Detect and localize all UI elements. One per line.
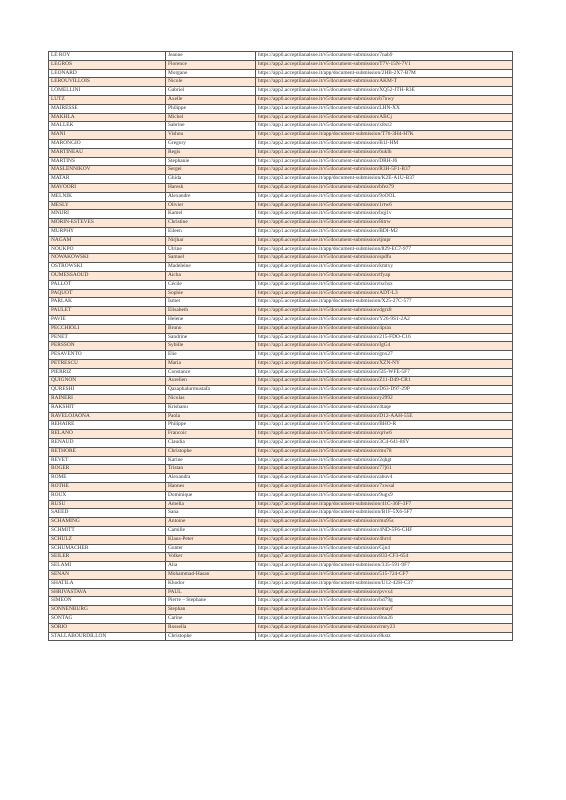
first-name-cell: Alexandra <box>166 474 256 483</box>
first-name-cell: Klaus-Peter <box>166 535 256 544</box>
last-name-cell: LEGROS <box>49 60 166 69</box>
table-row <box>49 474 513 483</box>
last-name-cell: RAKSHIT <box>49 403 166 412</box>
last-name-cell: RETHORE <box>49 447 166 456</box>
first-name-cell: Kamel <box>166 210 256 219</box>
last-name-cell: STALLABOURDILLON <box>49 632 166 641</box>
table-row <box>49 412 513 421</box>
submission-link[interactable]: https://app6.acceptilanalsoe.it/v5/document-submission/qriw6 <box>256 430 513 439</box>
last-name-cell: PAVIE <box>49 315 166 324</box>
first-name-cell: Hannes <box>166 483 256 492</box>
table-row <box>49 509 513 518</box>
first-name-cell: Aicha <box>166 271 256 280</box>
first-name-cell: Carine <box>166 615 256 624</box>
table-row <box>49 254 513 263</box>
first-name-cell: Eileen <box>166 227 256 236</box>
table-row <box>49 403 513 412</box>
last-name-cell: LE ROY <box>49 52 166 61</box>
table-row <box>49 324 513 333</box>
table-row <box>49 368 513 377</box>
first-name-cell: Jeanne <box>166 52 256 61</box>
table-row <box>49 175 513 184</box>
last-name-cell: SIMEON <box>49 597 166 606</box>
last-name-cell: REHAIRE <box>49 421 166 430</box>
submission-link[interactable]: https://app6.acceptilanalsoe.it/v5/document-submission/4taqe <box>256 403 513 412</box>
table-row <box>49 535 513 544</box>
table-row <box>49 606 513 615</box>
submission-link[interactable]: https://app6.acceptilanalsoe.it/v5/document-submission/tfyap <box>256 271 513 280</box>
first-name-cell: Regis <box>166 148 256 157</box>
submission-link[interactable]: https://app5.acceptilanalsoe.it/v5/document-submission/515-724-CF7 <box>256 571 513 580</box>
first-name-cell: Ghida <box>166 175 256 184</box>
first-name-cell: Nicole <box>166 78 256 87</box>
submission-link[interactable]: https://app6.acceptilanalsoe.it/v5/document-submission/tjmpr <box>256 236 513 245</box>
first-name-cell: PAUL <box>166 588 256 597</box>
table-row <box>49 113 513 122</box>
first-name-cell: Florence <box>166 60 256 69</box>
last-name-cell: SCHUMACHER <box>49 544 166 553</box>
submission-link[interactable]: https://app4.acceptilanalsoe.it/v5/document-submission/Z11-D49-CR1 <box>256 377 513 386</box>
first-name-cell: Tristan <box>166 465 256 474</box>
table-body <box>49 52 513 641</box>
last-name-cell: MORIN-ESTEVES <box>49 219 166 228</box>
submission-link[interactable]: https://app1.acceptilanalsoe.it/v5/document-submission/x8xr2 <box>256 122 513 131</box>
table-row <box>49 623 513 632</box>
table-row <box>49 271 513 280</box>
table-row <box>49 553 513 562</box>
submission-link[interactable]: https://app1.acceptilanalsoe.it/v5/document-submission/BHO-R <box>256 421 513 430</box>
submission-link[interactable]: https://app1.acceptilanalsoe.it/v5/document-submission/ABCj <box>256 113 513 122</box>
first-name-cell: Helene <box>166 315 256 324</box>
submission-link[interactable]: https://app6.acceptilanalsoe.it/v5/document-submission/9ugx9 <box>256 491 513 500</box>
last-name-cell: SHATILA <box>49 579 166 588</box>
submission-link[interactable]: https://app6.acceptilanalsoe.it/v5/document-submission/dgrz8 <box>256 307 513 316</box>
last-name-cell: NOUKPO <box>49 245 166 254</box>
first-name-cell: Madeleine <box>166 263 256 272</box>
table-row <box>49 333 513 342</box>
submission-link[interactable]: https://app1.acceptilanalsoe.it/v5/document-submission/XZN-NY <box>256 359 513 368</box>
submission-link[interactable]: https://app6.acceptilanalsoe.it/v5/document-submission/mu78 <box>256 447 513 456</box>
last-name-cell: MAIRESSE <box>49 104 166 113</box>
first-name-cell: Maria <box>166 359 256 368</box>
submission-link[interactable]: https://app6.acceptilanalsoe.it/v5/document-submission/rmry23 <box>256 623 513 632</box>
first-name-cell: Christophe <box>166 447 256 456</box>
first-name-cell: Gabriel <box>166 87 256 96</box>
first-name-cell: Gregory <box>166 139 256 148</box>
submission-link[interactable]: https://app2.acceptilanalsoe.it/v5/document-submission/Y26-9S1-2A2 <box>256 315 513 324</box>
submission-link[interactable]: https://app1.acceptilanalsoe.it/v5/document-submission/IgG4 <box>256 342 513 351</box>
last-name-cell: PESAVENTO <box>49 351 166 360</box>
submission-link[interactable]: https://app7.acceptilanalsoe.it/v5/document-submission/833-CF3-654 <box>256 553 513 562</box>
first-name-cell: Olivier <box>166 201 256 210</box>
first-name-cell: Stephan <box>166 606 256 615</box>
first-name-cell: Cécile <box>166 280 256 289</box>
first-name-cell: Sybille <box>166 342 256 351</box>
table-row <box>49 201 513 210</box>
table-row <box>49 632 513 641</box>
submission-link[interactable]: https://app6.acceptilanalsoe.it/v5/document-submission/4ND-5F6-CHF <box>256 527 513 536</box>
submission-link[interactable]: https://app6.acceptilanalsoe.it/v5/document-submission/emayf <box>256 606 513 615</box>
last-name-cell: QUIGNON <box>49 377 166 386</box>
last-name-cell: SORIO <box>49 623 166 632</box>
last-name-cell: NOWAKOWSKI <box>49 254 166 263</box>
first-name-cell: Vishnu <box>166 131 256 140</box>
last-name-cell: LUTZ <box>49 95 166 104</box>
last-name-cell: MANI <box>49 131 166 140</box>
table-row <box>49 289 513 298</box>
table-row <box>49 183 513 192</box>
table-row <box>49 342 513 351</box>
first-name-cell: Bruno <box>166 324 256 333</box>
last-name-cell: SCHAMING <box>49 518 166 527</box>
table-row <box>49 359 513 368</box>
submission-link[interactable]: https://app3.acceptilanalsoe.it/app/document-submission/B1F-5X6-5F7 <box>256 509 513 518</box>
table-row <box>49 87 513 96</box>
first-name-cell: Morgane <box>166 69 256 78</box>
last-name-cell: SAEED <box>49 509 166 518</box>
submission-link[interactable]: https://app1.acceptilanalsoe.it/v5/document-submission/BDI-M2 <box>256 227 513 236</box>
first-name-cell: Khodor <box>166 579 256 588</box>
first-name-cell: Mohammad-Hasan <box>166 571 256 580</box>
first-name-cell: Ulrine <box>166 245 256 254</box>
first-name-cell: Sergei <box>166 166 256 175</box>
first-name-cell: Alexandre <box>166 192 256 201</box>
first-name-cell: Michel <box>166 113 256 122</box>
last-name-cell: LEROUVILLOIS <box>49 78 166 87</box>
submission-link[interactable]: https://app6.acceptilanalsoe.it/v5/document-submission/pvvx4 <box>256 588 513 597</box>
submission-link[interactable]: https://app6.acceptilanalsoe.it/v5/document-submission/Gjn4 <box>256 544 513 553</box>
first-name-cell: Elie <box>166 351 256 360</box>
first-name-cell: Antoine <box>166 518 256 527</box>
table-row <box>49 315 513 324</box>
table-row <box>49 280 513 289</box>
last-name-cell: MAKHLA <box>49 113 166 122</box>
table-row <box>49 386 513 395</box>
table-row <box>49 166 513 175</box>
submission-link[interactable]: https://app1.acceptilanalsoe.it/app/document-submission/T76-3H4-H7K <box>256 131 513 140</box>
last-name-cell: SCHULZ <box>49 535 166 544</box>
first-name-cell: Christophe <box>166 632 256 641</box>
submission-link[interactable]: https://app6.acceptilanalsoe.it/v5/document-submission/spdfu <box>256 254 513 263</box>
submission-link[interactable]: https://app6.acceptilanalsoe.it/v5/document-submission/mu95s <box>256 518 513 527</box>
table-row <box>49 131 513 140</box>
first-name-cell: Claudia <box>166 439 256 448</box>
submission-link[interactable]: https://app6.acceptilanalsoe.it/v5/document-submission/abuv4 <box>256 474 513 483</box>
last-name-cell: PETRESCU <box>49 359 166 368</box>
submission-link[interactable]: https://app4.acceptilanalsoe.it/app/document-submission/829-EC7-977 <box>256 245 513 254</box>
submission-link[interactable]: https://app1.acceptilanalsoe.it/app/document-submission/U12-42H-C37 <box>256 579 513 588</box>
last-name-cell: ROGER <box>49 465 166 474</box>
submission-link[interactable]: https://app6.acceptilanalsoe.it/v5/document-submission/4prax <box>256 324 513 333</box>
last-name-cell: RENAUD <box>49 439 166 448</box>
submission-link[interactable]: https://app6.acceptilanalsoe.it/v5/document-submission/5I5-WFE-5F7 <box>256 368 513 377</box>
submission-link[interactable]: https://app2.acceptilanalsoe.it/v5/document-submission/T7V-15N-7V1 <box>256 60 513 69</box>
table-row <box>49 227 513 236</box>
first-name-cell: Nirjhar <box>166 236 256 245</box>
table-row <box>49 562 513 571</box>
submission-link[interactable]: https://app6.acceptilanalsoe.it/v5/document-submission/kmtxy <box>256 263 513 272</box>
first-name-cell: Sandrine <box>166 333 256 342</box>
first-name-cell: Qazaphalurmustafa <box>166 386 256 395</box>
first-name-cell: Sana <box>166 509 256 518</box>
first-name-cell: Volker <box>166 553 256 562</box>
submission-link[interactable]: https://app1.acceptilanalsoe.it/v5/document-submission/LHN-XX <box>256 104 513 113</box>
submission-link[interactable]: https://app2.acceptilanalsoe.it/v5/document-submission/XQ52-JTH-R3E <box>256 87 513 96</box>
table-row <box>49 571 513 580</box>
last-name-cell: MATAR <box>49 175 166 184</box>
submission-link[interactable]: https://app6.acceptilanalsoe.it/v5/document-submission/bqj1v <box>256 210 513 219</box>
last-name-cell: SONNENBURG <box>49 606 166 615</box>
table-row <box>49 263 513 272</box>
last-name-cell: PALLOT <box>49 280 166 289</box>
table-row <box>49 439 513 448</box>
table-row <box>49 351 513 360</box>
table-row <box>49 192 513 201</box>
last-name-cell: PERSSON <box>49 342 166 351</box>
last-name-cell: SELAMI <box>49 562 166 571</box>
first-name-cell: Amelia <box>166 500 256 509</box>
last-name-cell: MNIJRI <box>49 210 166 219</box>
first-name-cell: Christine <box>166 219 256 228</box>
last-name-cell: PIERRIZ <box>49 368 166 377</box>
submission-link[interactable]: https://app6.acceptilanalsoe.it/v5/document-submission/2qhgt <box>256 456 513 465</box>
last-name-cell: MELNIK <box>49 192 166 201</box>
first-name-cell: Paola <box>166 412 256 421</box>
submission-link[interactable]: https://app6.acceptilanalsoe.it/v5/document-submission/bfez79 <box>256 183 513 192</box>
submission-link[interactable]: https://app2.acceptilanalsoe.it/v5/document-submission/3C4-641-86Y <box>256 439 513 448</box>
submission-link[interactable]: https://app1.acceptilanalsoe.it/v5/document-submission/AKM-T <box>256 78 513 87</box>
last-name-cell: SONTAG <box>49 615 166 624</box>
table-row <box>49 236 513 245</box>
last-name-cell: RELANO <box>49 430 166 439</box>
table-row <box>49 465 513 474</box>
last-name-cell: LEONARD <box>49 69 166 78</box>
first-name-cell: Karine <box>166 456 256 465</box>
submission-link[interactable]: https://app7.acceptilanalsoe.it/app/document-submission/41C-36F-3F7 <box>256 500 513 509</box>
table-row <box>49 298 513 307</box>
first-name-cell: Stephanie <box>166 157 256 166</box>
first-name-cell: Sophie <box>166 289 256 298</box>
first-name-cell: Axelle <box>166 95 256 104</box>
submission-link[interactable]: https://app6.acceptilanalsoe.it/v5/document-submission/77j61 <box>256 465 513 474</box>
first-name-cell: Alia <box>166 562 256 571</box>
table-row <box>49 500 513 509</box>
last-name-cell: NAGAM <box>49 236 166 245</box>
table-row <box>49 579 513 588</box>
first-name-cell: Ismet <box>166 298 256 307</box>
last-name-cell: QURESHI <box>49 386 166 395</box>
submission-link[interactable]: https://app2.acceptilanalsoe.it/v5/document-submission/R3H-5F1-B37 <box>256 166 513 175</box>
last-name-cell: SENAN <box>49 571 166 580</box>
table-row <box>49 491 513 500</box>
submission-link[interactable]: https://app5.acceptilanalsoe.it/v5/document-submission/215-FDO-C16 <box>256 333 513 342</box>
first-name-cell: Haresh <box>166 183 256 192</box>
table-row <box>49 148 513 157</box>
submission-link[interactable]: https://app6.acceptilanalsoe.it/v5/document-submission/4hrr4 <box>256 535 513 544</box>
table-row <box>49 615 513 624</box>
submission-link[interactable]: https://app4.acceptilanalsoe.it/app/document-submission/335-591-9F7 <box>256 562 513 571</box>
first-name-cell: Krishanu <box>166 403 256 412</box>
submission-link[interactable]: https://app1.acceptilanalsoe.it/v5/document-submission/ADT-L3 <box>256 289 513 298</box>
submission-link[interactable]: https://app6.acceptilanalsoe.it/v5/document-submission/bd79g <box>256 597 513 606</box>
submission-link[interactable]: https://app3.acceptilanalsoe.it/app/document-submission/2HB-2X7-B7M <box>256 69 513 78</box>
submission-link[interactable]: https://app6.acceptilanalsoe.it/v5/document-submission/7xwsal <box>256 483 513 492</box>
last-name-cell: PARLAK <box>49 298 166 307</box>
last-name-cell: RAVELOJAONA <box>49 412 166 421</box>
last-name-cell: SCHMITT <box>49 527 166 536</box>
submission-link[interactable]: https://app5.acceptilanalsoe.it/app/document-submission/X25-27C-577 <box>256 298 513 307</box>
submission-link[interactable]: https://app2.acceptilanalsoe.it/v5/document-submission/B1J-HM <box>256 139 513 148</box>
submission-link[interactable]: https://app6.acceptilanalsoe.it/v5/document-submission/8kstz <box>256 632 513 641</box>
table-row <box>49 60 513 69</box>
table-row <box>49 430 513 439</box>
last-name-cell: MESLY <box>49 201 166 210</box>
submission-link[interactable]: https://app6.acceptilanalsoe.it/v5/document-submission/b7nwy <box>256 95 513 104</box>
last-name-cell: REVET <box>49 456 166 465</box>
table-row <box>49 518 513 527</box>
last-name-cell: MARONGIO <box>49 139 166 148</box>
last-name-cell: PENET <box>49 333 166 342</box>
table-row <box>49 395 513 404</box>
last-name-cell: ROTHE <box>49 483 166 492</box>
table-row <box>49 597 513 606</box>
submission-table <box>48 51 513 641</box>
last-name-cell: SEILER <box>49 553 166 562</box>
submission-link[interactable]: https://app6.acceptilanalsoe.it/v5/document-submission/8nn26 <box>256 615 513 624</box>
table-row <box>49 544 513 553</box>
submission-link[interactable]: https://app6.acceptilanalsoe.it/v5/document-submission/gnx27 <box>256 351 513 360</box>
submission-link[interactable]: https://app6.acceptilanalsoe.it/v5/document-submission/tschsx <box>256 280 513 289</box>
table-row <box>49 421 513 430</box>
first-name-cell: Philippe <box>166 421 256 430</box>
last-name-cell: ROUX <box>49 491 166 500</box>
first-name-cell: Samuel <box>166 254 256 263</box>
submission-link[interactable]: https://app6.acceptilanalsoe.it/v5/document-submission/y2992 <box>256 395 513 404</box>
submission-link[interactable]: https://app6.acceptilanalsoe.it/v5/document-submission/7nab9 <box>256 52 513 61</box>
last-name-cell: MASLENNIKOV <box>49 166 166 175</box>
table-row <box>49 377 513 386</box>
submission-link[interactable]: https://app4.acceptilanalsoe.it/v5/document-submission/D12-AAH-55E <box>256 412 513 421</box>
submission-link[interactable]: https://app1.acceptilanalsoe.it/v5/document-submission/6uklh <box>256 148 513 157</box>
submission-link[interactable]: https://app6.acceptilanalsoe.it/v5/document-submission/1rtw6 <box>256 201 513 210</box>
table-row <box>49 210 513 219</box>
submission-link[interactable]: https://app6.acceptilanalsoe.it/v5/document-submission/9oOOL <box>256 192 513 201</box>
table-row <box>49 527 513 536</box>
last-name-cell: LOMELLINI <box>49 87 166 96</box>
table-row <box>49 157 513 166</box>
table-row <box>49 245 513 254</box>
last-name-cell: PAULET <box>49 307 166 316</box>
submission-link[interactable]: https://app3.acceptilanalsoe.it/v5/document-submission/D63-D97-29P <box>256 386 513 395</box>
table-row <box>49 219 513 228</box>
last-name-cell: ROME <box>49 474 166 483</box>
table-row <box>49 104 513 113</box>
last-name-cell: MALLEK <box>49 122 166 131</box>
last-name-cell: OUMESSAOUD <box>49 271 166 280</box>
last-name-cell: MARTINEAU <box>49 148 166 157</box>
first-name-cell: Philippe <box>166 104 256 113</box>
first-name-cell: Constance <box>166 368 256 377</box>
first-name-cell: Gunter <box>166 544 256 553</box>
last-name-cell: PECCHIOLI <box>49 324 166 333</box>
first-name-cell: Nicolas <box>166 395 256 404</box>
table-row <box>49 588 513 597</box>
table-row <box>49 139 513 148</box>
last-name-cell: RUSU <box>49 500 166 509</box>
table-row <box>49 483 513 492</box>
last-name-cell: MARTINS <box>49 157 166 166</box>
table-row <box>49 95 513 104</box>
table-row <box>49 52 513 61</box>
submission-link[interactable]: https://app6.acceptilanalsoe.it/v5/document-submission/8itrw <box>256 219 513 228</box>
submission-link[interactable]: https://app3.acceptilanalsoe.it/app/document-submission/K2E-A1U-B37 <box>256 175 513 184</box>
first-name-cell: Francoic <box>166 430 256 439</box>
last-name-cell: RAINERI <box>49 395 166 404</box>
first-name-cell: Aurelien <box>166 377 256 386</box>
first-name-cell: Camille <box>166 527 256 536</box>
last-name-cell: PAQUOT <box>49 289 166 298</box>
table-row <box>49 78 513 87</box>
first-name-cell: Sabrine <box>166 122 256 131</box>
last-name-cell: SHRIVASTAVA <box>49 588 166 597</box>
first-name-cell: Rossella <box>166 623 256 632</box>
last-name-cell: MURPHY <box>49 227 166 236</box>
first-name-cell: Pierre – Stephane <box>166 597 256 606</box>
table-row <box>49 307 513 316</box>
first-name-cell: Elisabeth <box>166 307 256 316</box>
table-row <box>49 122 513 131</box>
last-name-cell: MAVOORI <box>49 183 166 192</box>
table-row <box>49 69 513 78</box>
table-row <box>49 447 513 456</box>
table-row <box>49 456 513 465</box>
submission-link[interactable]: https://app1.acceptilanalsoe.it/v5/document-submission/DRH-J6 <box>256 157 513 166</box>
last-name-cell: OSTROWSKI <box>49 263 166 272</box>
first-name-cell: Dominique <box>166 491 256 500</box>
